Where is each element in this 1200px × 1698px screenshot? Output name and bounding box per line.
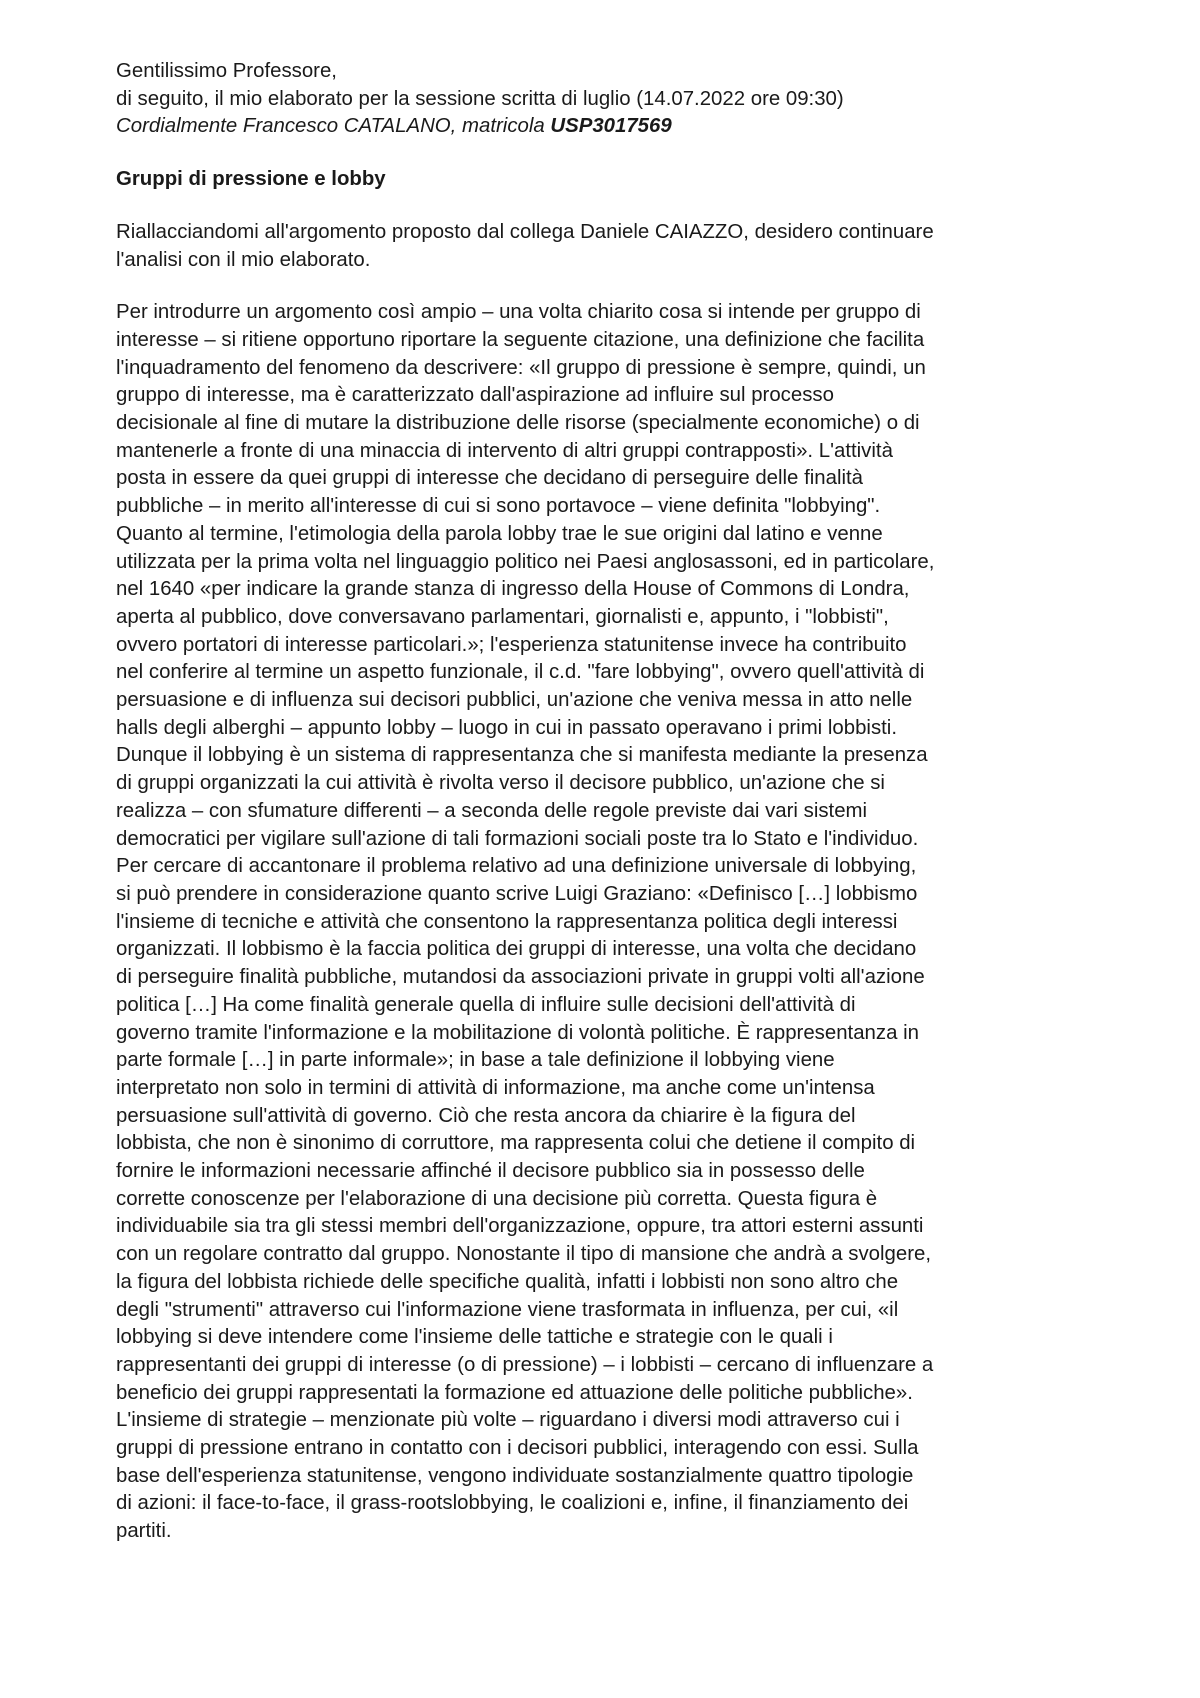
body-line: fornire le informazioni necessarie affinché il decisore pubblico sia in possesso delle (116, 1160, 865, 1183)
body-line: posta in essere da quei gruppi di interesse che decidano di perseguire delle finalità (116, 467, 864, 490)
body-line: L'insieme di strategie – menzionate più volte – riguardano i diversi modi attraverso cui i (116, 1409, 900, 1432)
body-line: Quanto al termine, l'etimologia della parola lobby trae le sue origini dal latino e venne (116, 522, 883, 545)
body-line: lobbying si deve intendere come l'insieme delle tattiche e strategie con le quali i (116, 1326, 833, 1349)
intro-paragraph (116, 219, 1096, 274)
intro-line-1: Riallacciandomi all'argomento proposto dal collega Daniele CAIAZZO, desidero continuare (116, 220, 934, 243)
body-line: pubbliche – in merito all'interesse di cui si sono portavoce – viene definita "lobbying". (116, 495, 881, 518)
body-paragraph (116, 299, 1096, 1546)
intro-line: di seguito, il mio elaborato per la sessione scritta di luglio (14.07.2022 ore 09:30) (116, 87, 844, 110)
body-line: utilizzata per la prima volta nel linguaggio politico nei Paesi anglosassoni, ed in particolare, (116, 550, 935, 573)
document-page (116, 58, 1096, 1546)
body-line: ovvero portatori di interesse particolari.»; l'esperienza statunitense invece ha contribuito (116, 633, 907, 656)
intro-line-2: l'analisi con il mio elaborato. (116, 248, 371, 271)
body-line: nel conferire al termine un aspetto funzionale, il c.d. "fare lobbying", ovvero quell'attività di (116, 661, 925, 684)
body-line: Per cercare di accantonare il problema relativo ad una definizione universale di lobbying, (116, 855, 917, 878)
signature-prefix: Cordialmente Francesco CATALANO, matricola (116, 115, 551, 138)
body-line: governo tramite l'informazione e la mobilitazione di volontà politiche. È rappresentanza in (116, 1021, 919, 1044)
body-line: organizzati. Il lobbismo è la faccia politica dei gruppi di interesse, una volta che decidano (116, 938, 917, 961)
body-line: mantenerle a fronte di una minaccia di intervento di altri gruppi contrapposti». L'attività (116, 439, 893, 462)
body-line: interpretato non solo in termini di attività di informazione, ma anche come un'intensa (116, 1076, 875, 1099)
body-line: nel 1640 «per indicare la grande stanza di ingresso della House of Commons di Londra, (116, 578, 910, 601)
body-line: democratici per vigilare sull'azione di tali formazioni sociali poste tra lo Stato e l'individuo. (116, 827, 919, 850)
body-line: di gruppi organizzati la cui attività è rivolta verso il decisore pubblico, un'azione che si (116, 772, 885, 795)
body-line: base dell'esperienza statunitense, vengono individuate sostanzialmente quattro tipologie (116, 1464, 914, 1487)
greeting: Gentilissimo Professore, (116, 60, 337, 82)
body-line: degli "strumenti" attraverso cui l'informazione viene trasformata in influenza, per cui, «il (116, 1298, 899, 1321)
body-line: politica […] Ha come finalità generale quella di influire sulle decisioni dell'attività di (116, 993, 856, 1016)
body-line: Dunque il lobbying è un sistema di rappresentanza che si manifesta mediante la presenza (116, 744, 928, 767)
student-id: USP3017569 (550, 115, 672, 138)
body-line: Per introdurre un argomento così ampio – una volta chiarito cosa si intende per gruppo di (116, 301, 921, 324)
body-line: rappresentanti dei gruppi di interesse (o di pressione) – i lobbisti – cercano di influenzare a (116, 1353, 934, 1376)
body-line: beneficio dei gruppi rappresentati la formazione ed attuazione delle politiche pubbliche». (116, 1381, 913, 1404)
body-line: persuasione e di influenza sui decisori pubblici, un'azione che veniva messa in atto nelle (116, 689, 913, 712)
body-line: gruppo di interesse, ma è caratterizzato dall'aspirazione ad influire sul processo (116, 384, 834, 407)
body-line: l'insieme di tecniche e attività che consentono la rappresentanza politica degli interessi (116, 910, 898, 933)
body-line: partiti. (116, 1520, 172, 1543)
body-line: l'inquadramento del fenomeno da descrivere: «Il gruppo di pressione è sempre, quindi, un (116, 356, 926, 379)
body-line: interesse – si ritiene opportuno riportare la seguente citazione, una definizione che facilita (116, 328, 925, 351)
body-line: gruppi di pressione entrano in contatto con i decisori pubblici, interagendo con essi. Sulla (116, 1437, 919, 1460)
body-line: halls degli alberghi – appunto lobby – luogo in cui in passato operavano i primi lobbisti. (116, 716, 898, 739)
body-line: individuabile sia tra gli stessi membri dell'organizzazione, oppure, tra attori esterni assunti (116, 1215, 924, 1238)
body-line: lobbista, che non è sinonimo di corruttore, ma rappresenta colui che detiene il compito di (116, 1132, 916, 1155)
body-line: persuasione sull'attività di governo. Ciò che resta ancora da chiarire è la figura del (116, 1104, 856, 1127)
body-line: la figura del lobbista richiede delle specifiche qualità, infatti i lobbisti non sono altro che (116, 1270, 899, 1293)
body-line: realizza – con sfumature differenti – a seconda delle regole previste dai vari sistemi (116, 799, 868, 822)
body-line: aperta al pubblico, dove conversavano parlamentari, giornalisti e, appunto, i "lobbisti", (116, 605, 889, 628)
body-line: di perseguire finalità pubbliche, mutandosi da associazioni private in gruppi volti all'azione (116, 966, 925, 989)
body-line: si può prendere in considerazione quanto scrive Luigi Graziano: «Definisco […] lobbismo (116, 882, 918, 905)
letter-header (116, 58, 1096, 141)
signature-line (116, 113, 1096, 141)
body-line: parte formale […] in parte informale»; in base a tale definizione il lobbying viene (116, 1049, 835, 1072)
body-line: decisionale al fine di mutare la distribuzione delle risorse (specialmente economiche) o di (116, 412, 920, 435)
body-line: di azioni: il face-to-face, il grass-rootslobbying, le coalizioni e, infine, il finanziamento dei (116, 1492, 909, 1515)
document-title: Gruppi di pressione e lobby (116, 168, 386, 191)
body-line: corrette conoscenze per l'elaborazione di una decisione più corretta. Questa figura è (116, 1187, 878, 1210)
body-line: con un regolare contratto dal gruppo. Nonostante il tipo di mansione che andrà a svolgere, (116, 1243, 932, 1266)
